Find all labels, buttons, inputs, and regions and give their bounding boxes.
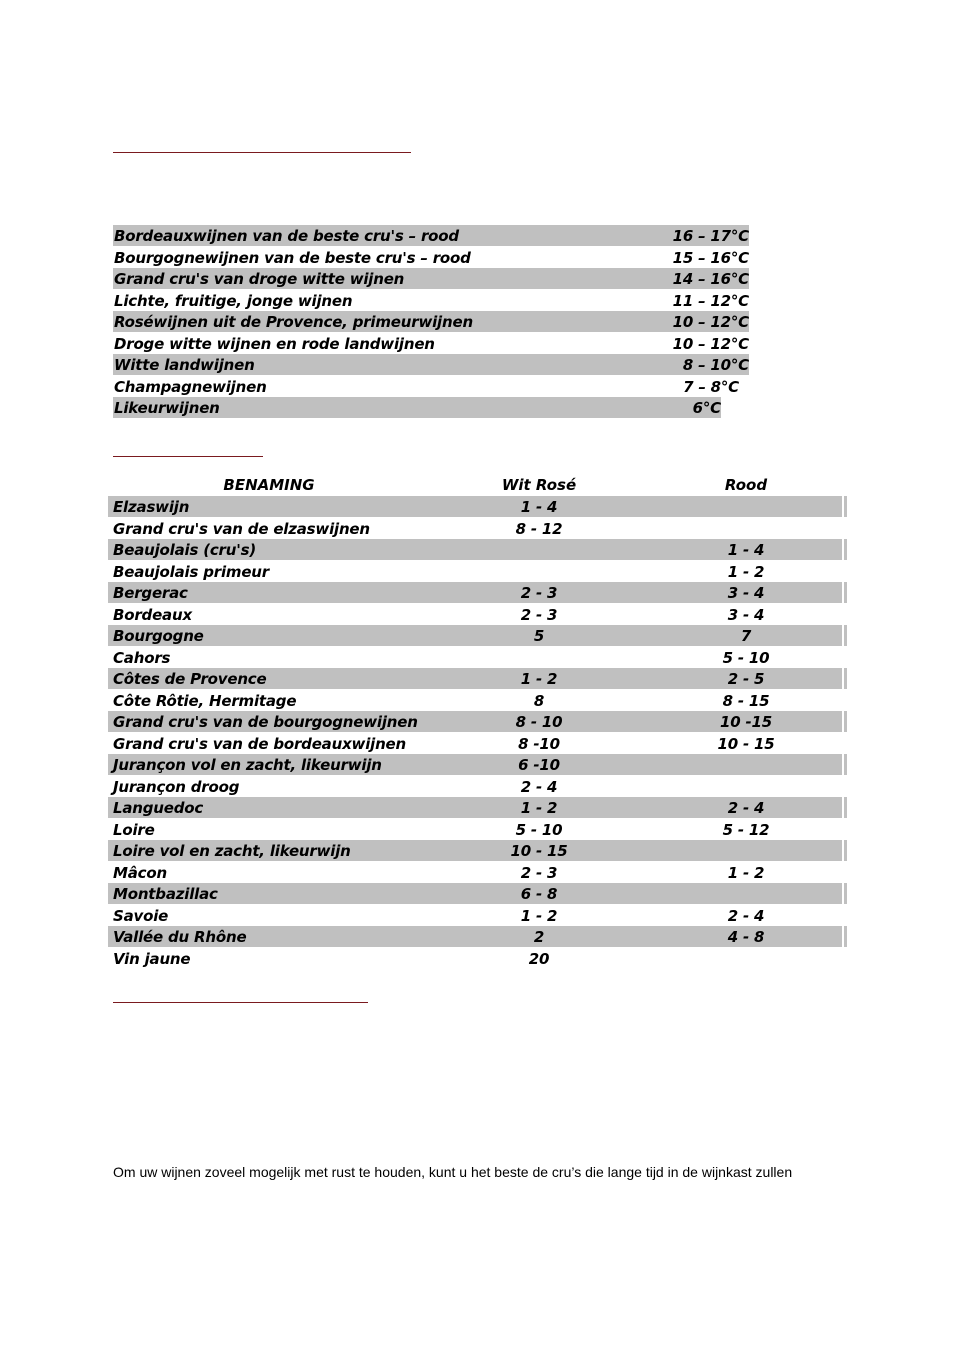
table-row: Bergerac 2 - 3 3 - 4: [108, 582, 846, 604]
table-row: Bordeaux 2 - 3 3 - 4: [113, 605, 765, 624]
section-divider-2: [113, 456, 263, 457]
serving-temperature-row: [113, 225, 753, 247]
wine-type: Champagnewijnen: [114, 377, 267, 396]
serving-temperature-row: [113, 333, 753, 355]
row-shading-edge: [844, 668, 847, 689]
wine-region: Beaujolais primeur: [113, 562, 269, 581]
wine-type: Witte landwijnen: [114, 356, 255, 374]
wine-type: Grand cru's van droge witte wijnen: [114, 270, 405, 288]
table-row: Vallée du Rhône 2 4 - 8: [108, 926, 846, 948]
table-row: Languedoc 1 - 2 2 - 4: [108, 797, 846, 819]
table-row: Montbazillac 6 - 8: [108, 883, 846, 905]
table-row: Côtes de Provence 1 - 2 2 - 5: [108, 668, 846, 690]
serving-temperature-row: [113, 397, 753, 419]
table-row: Jurançon vol en zacht, likeurwijn 6 -10: [108, 754, 846, 776]
table-row: Beaujolais primeur 1 - 2: [113, 562, 765, 581]
serving-temperature: 16 – 17°C: [672, 227, 749, 245]
row-shading-edge: [844, 797, 847, 818]
wine-region: Elzaswijn: [113, 498, 190, 516]
table-row: Elzaswijn 1 - 4: [108, 496, 846, 518]
serving-temperature-row: [113, 268, 753, 290]
serving-temperature-row: [113, 290, 753, 312]
table-row: Beaujolais (cru's) 1 - 4: [108, 539, 846, 561]
wine-type: Bourgognewijnen van de beste cru's – rood: [114, 248, 471, 267]
row-shading-edge: [844, 883, 847, 904]
serving-temperature-row: [113, 376, 753, 398]
table-row: Côte Rôtie, Hermitage 8 8 - 15: [113, 691, 770, 710]
wine-type: Lichte, fruitige, jonge wijnen: [114, 291, 353, 310]
wine-region: Côte Rôtie, Hermitage: [113, 691, 297, 710]
wine-region: Montbazillac: [113, 885, 218, 903]
table-row: Grand cru's van de elzaswijnen 8 - 12: [113, 519, 563, 538]
wine-region: Grand cru's van de bourgognewijnen: [113, 713, 418, 731]
wine-region: Côtes de Provence: [113, 670, 267, 688]
wine-region: Vin jaune: [113, 949, 191, 968]
row-shading: [108, 496, 842, 517]
wine-region: Bergerac: [113, 584, 188, 602]
serving-temperature: 14 – 16°C: [672, 270, 749, 288]
wine-region: Vallée du Rhône: [113, 928, 247, 946]
table-row: Jurançon droog 2 - 4: [113, 777, 558, 796]
wine-region: Loire vol en zacht, likeurwijn: [113, 842, 351, 860]
wine-region: Loire: [113, 820, 155, 839]
row-shading-edge: [844, 754, 847, 775]
serving-temperature-row: [113, 311, 753, 333]
wine-region: Grand cru's van de bordeauxwijnen: [113, 734, 407, 753]
storage-duration-table: [108, 474, 846, 969]
section-divider-1: [113, 152, 411, 153]
row-shading-edge: [844, 711, 847, 732]
serving-temperature: 10 – 12°C: [672, 313, 749, 331]
row-shading-edge: [844, 539, 847, 560]
serving-temperature: 8 – 10°C: [682, 356, 749, 374]
serving-temperature: 10 – 12°C: [672, 334, 749, 353]
row-shading: [108, 625, 842, 646]
wine-type: Droge witte wijnen en rode landwijnen: [114, 334, 435, 353]
wine-region: Grand cru's van de elzaswijnen: [113, 519, 370, 538]
wine-region: Cahors: [113, 648, 171, 667]
serving-temperature: 7 – 8°C: [683, 377, 739, 396]
row-shading-edge: [844, 582, 847, 603]
wine-type: Bordeauxwijnen van de beste cru's – rood: [114, 227, 459, 245]
table-row: Bourgogne 5 7: [108, 625, 846, 647]
wine-region: Bordeaux: [113, 605, 192, 624]
table-row: Savoie 1 - 2 2 - 4: [113, 906, 765, 925]
row-shading: [108, 883, 842, 904]
footnote-text: Om uw wijnen zoveel mogelijk met rust te houden, kunt u het beste de cru’s die lange tijd in de wijnkast zullen: [113, 1164, 793, 1180]
table-row: Cahors 5 - 10: [113, 648, 770, 667]
table-row: Grand cru's van de bourgognewijnen 8 - 10 10 -15: [108, 711, 846, 733]
serving-temperature-table: [113, 225, 753, 419]
header-benaming: BENAMING: [223, 476, 315, 494]
section-divider-3: [113, 1002, 368, 1003]
wine-region: Languedoc: [113, 799, 204, 817]
wine-region: Savoie: [113, 906, 169, 925]
serving-temperature-row: [113, 354, 753, 376]
serving-temperature-row: [113, 247, 753, 269]
table-row: Grand cru's van de bordeauxwijnen 8 -10 10 - 15: [113, 734, 775, 753]
serving-temperature: 6°C: [692, 399, 721, 417]
wine-region: Mâcon: [113, 863, 167, 882]
wine-type: Roséwijnen uit de Provence, primeurwijnen: [114, 313, 473, 331]
serving-temperature: 15 – 16°C: [672, 248, 749, 267]
table-row: Mâcon 2 - 3 1 - 2: [113, 863, 765, 882]
table-row: Loire vol en zacht, likeurwijn 10 - 15: [108, 840, 846, 862]
wine-type: Likeurwijnen: [114, 399, 220, 417]
row-shading-edge: [844, 496, 847, 517]
serving-temperature: 11 – 12°C: [672, 291, 749, 310]
table-row: Loire 5 - 10 5 - 12: [113, 820, 770, 839]
row-shading-edge: [844, 926, 847, 947]
row-shading-edge: [844, 840, 847, 861]
wine-region: Bourgogne: [113, 627, 204, 645]
table-row: Vin jaune 20: [113, 949, 550, 968]
wine-region: Beaujolais (cru's): [113, 541, 257, 559]
table-header-row: BENAMING Wit Rosé Rood: [223, 476, 768, 494]
row-shading-edge: [844, 625, 847, 646]
wine-region: Jurançon vol en zacht, likeurwijn: [113, 756, 382, 774]
wine-region: Jurançon droog: [113, 777, 240, 796]
